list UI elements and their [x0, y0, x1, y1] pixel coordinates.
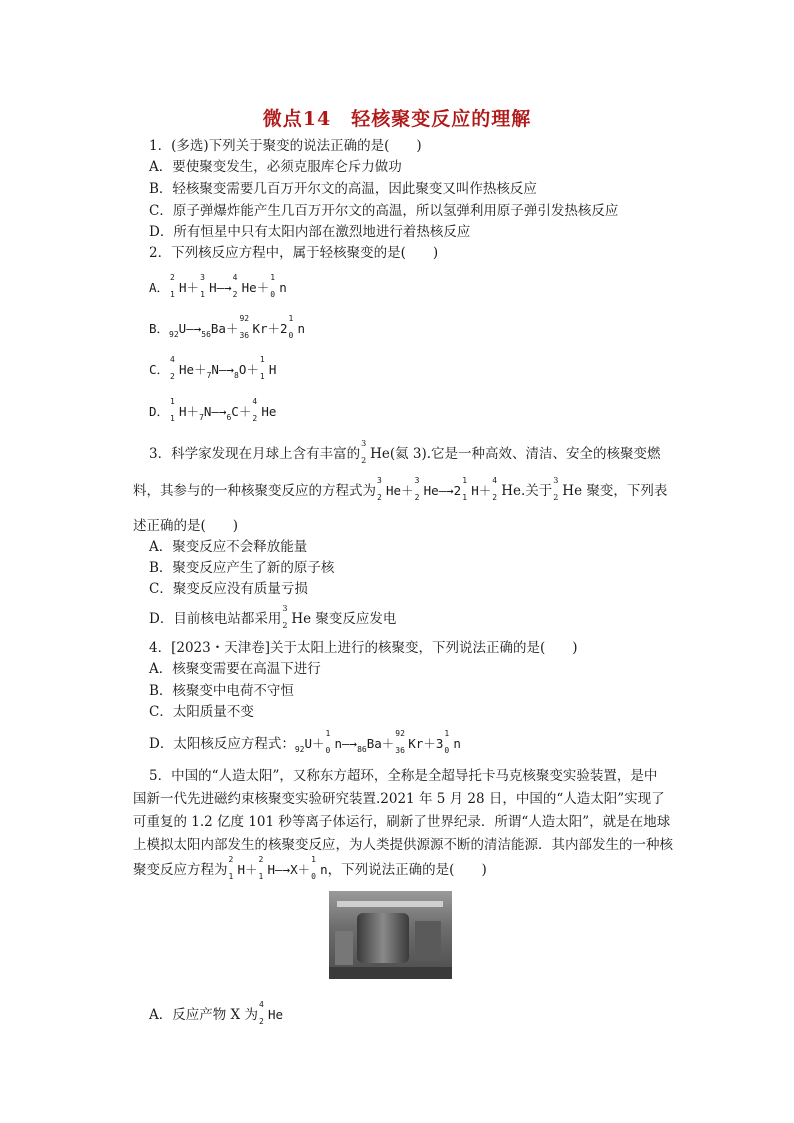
q5-option-a: A．反应产物 X 为 4 2 He	[149, 1000, 284, 1026]
q3-line-2: 料，其参与的一种核聚变反应的方程式为 3 2 He＋ 3 2 He―→2 1 1 H＋ 4 2 He.关于 3 2 He 聚变，下列表	[133, 476, 668, 502]
q2-option-b: B．$_{92}U―\to_{56}Ba+$ 92 36 Kr＋2 1 0 n	[149, 314, 306, 340]
q5-line-3: 可重复的 1.2 亿度 101 秒等离子体运行，刷新了世界纪录．所谓“人造太阳”，就是在地球	[133, 814, 671, 830]
q1-option-d: D．所有恒星中只有太阳内部在激烈地进行着热核反应	[149, 224, 471, 240]
q4-option-a: A．核聚变需要在高温下进行	[149, 661, 321, 677]
q5-line-1: 5．中国的“人造太阳”，又称东方超环，全称是全超导托卡马克核聚变实验装置，是中	[149, 768, 658, 784]
q4-option-d: D．太阳核反应方程式：$_{92}$U＋ 1 0 $n―\to_{86}Ba+$ 92 36 Kr＋3 1 0 n	[149, 729, 461, 755]
q5-line-2: 国新一代先进磁约束核聚变实验研究装置.2021 年 5 月 28 日，中国的“人造太阳”实现了	[133, 791, 665, 807]
q4-option-c: C．太阳质量不变	[149, 704, 254, 720]
q4-stem: 4．[2023・天津卷]关于太阳上进行的核聚变，下列说法正确的是( )	[149, 640, 578, 656]
q3-option-d: D．目前核电站都采用 3 2 He 聚变反应发电	[149, 604, 397, 630]
q2-stem: 2．下列核反应方程中，属于轻核聚变的是( )	[149, 245, 439, 261]
q1-stem: 1．(多选)下列关于聚变的说法正确的是( )	[149, 138, 422, 154]
q2-option-d: D． 1 1 $H+_7N―\to_6C+$ 4 2 He	[149, 397, 277, 423]
page-title: 微点14 轻核聚变反应的理解	[262, 108, 532, 130]
q4-option-b: B．核聚变中电荷不守恒	[149, 683, 294, 699]
q3-option-b: B．聚变反应产生了新的原子核	[149, 560, 335, 576]
q3-option-a: A．聚变反应不会释放能量	[149, 539, 308, 555]
q1-option-a: A．要使聚变发生，必须克服库仑斥力做功	[149, 159, 402, 175]
q3-line-3: 述正确的是( )	[133, 518, 239, 534]
q1-option-b: B．轻核聚变需要几百万开尔文的高温，因此聚变又叫作热核反应	[149, 181, 537, 197]
q2-option-a: A． 2 1 H＋ 3 1 H―→ 4 2 He＋ 1 0 n	[149, 273, 287, 299]
q3-line-1: 3．科学家发现在月球上含有丰富的 3 2 He(氦 3).它是一种高效、清洁、安全的核聚变燃	[149, 439, 661, 465]
q3-option-c: C．聚变反应没有质量亏损	[149, 581, 308, 597]
tokamak-photo	[329, 891, 452, 979]
q5-line-5: 聚变反应方程为 2 1 H＋ 2 1 H―→X＋ 1 0 n，下列说法正确的是( )	[133, 855, 487, 881]
q5-line-4: 上模拟太阳内部发生的核聚变反应，为人类提供源源不断的清洁能源．其内部发生的一种核	[133, 837, 673, 853]
q1-option-c: C．原子弹爆炸能产生几百万开尔文的高温，所以氢弹利用原子弹引发热核反应	[149, 203, 619, 219]
q2-option-c: C． 4 2 $He+_7N―\to_8O+$ 1 1 H	[149, 355, 277, 381]
